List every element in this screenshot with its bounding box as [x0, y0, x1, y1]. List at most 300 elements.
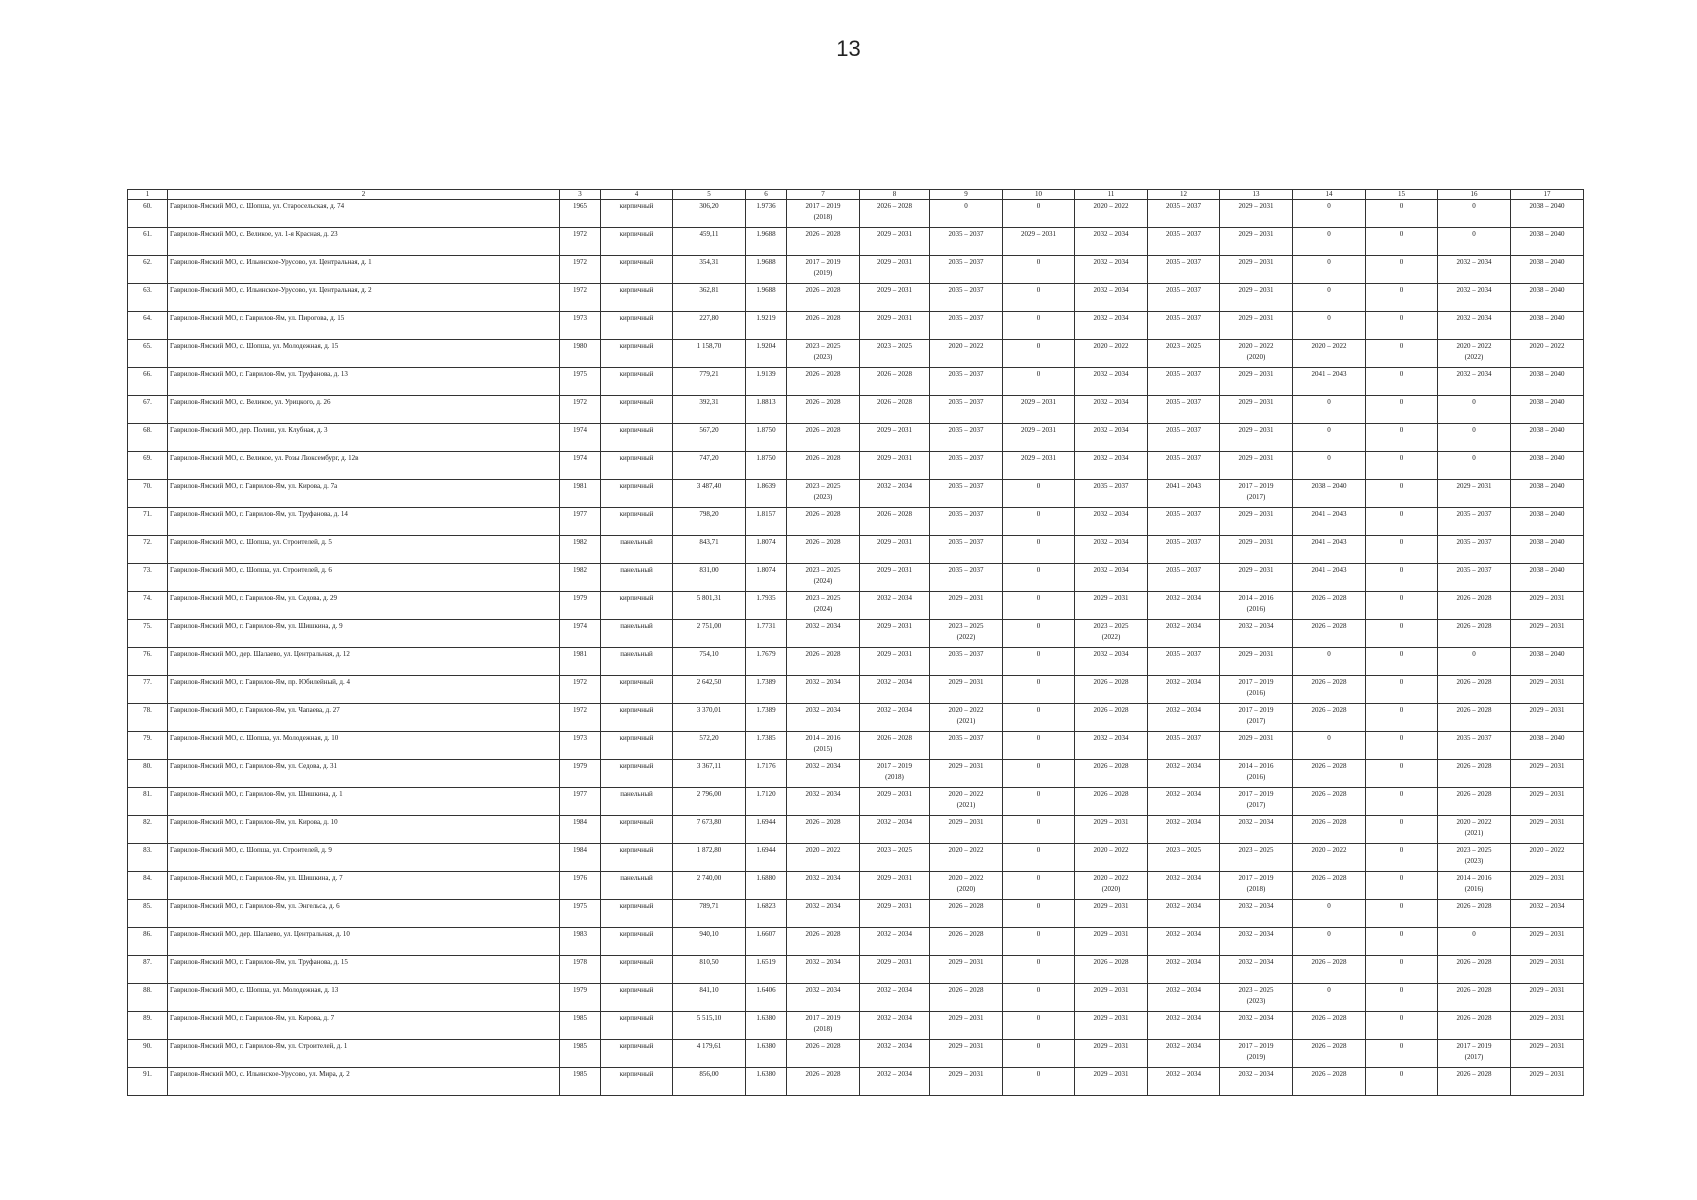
table-cell-col-4: кирпичный — [601, 1068, 673, 1096]
table-row — [128, 620, 1584, 648]
table-cell-col-13: 2029 – 2031 — [1220, 228, 1293, 256]
table-cell-col-9: 2029 – 2031 — [930, 760, 1003, 788]
table-cell-col-9: 2029 – 2031 — [930, 1012, 1003, 1040]
table-cell-col-15: 0 — [1366, 788, 1438, 816]
table-cell-col-12: 2032 – 2034 — [1148, 788, 1220, 816]
table-cell-col-10: 0 — [1003, 872, 1075, 900]
table-cell-col-15: 0 — [1366, 704, 1438, 732]
table-cell-col-6: 1.6823 — [746, 900, 787, 928]
table-cell-col-11: 2032 – 2034 — [1075, 648, 1148, 676]
table-cell-col-16: 0 — [1438, 228, 1511, 256]
table-cell-col-9: 2020 – 2022 — [930, 340, 1003, 368]
table-cell-col-1: 89. — [128, 1012, 168, 1040]
table-cell-col-12: 2035 – 2037 — [1148, 256, 1220, 284]
table-cell-col-2: Гаврилов-Ямский МО, с. Шопша, ул. Строителей, д. 5 — [168, 536, 560, 564]
table-cell-col-14: 0 — [1293, 312, 1366, 340]
table-cell-col-5: 362,81 — [673, 284, 746, 312]
table-cell-col-10: 0 — [1003, 284, 1075, 312]
table-cell-col-16: 2032 – 2034 — [1438, 284, 1511, 312]
table-cell-col-3: 1976 — [560, 872, 601, 900]
table-cell-col-1: 66. — [128, 368, 168, 396]
table-cell-col-6: 1.6380 — [746, 1040, 787, 1068]
column-number-7: 7 — [787, 190, 860, 200]
table-cell-col-1: 90. — [128, 1040, 168, 1068]
table-cell-col-12: 2032 – 2034 — [1148, 1040, 1220, 1068]
table-cell-col-9: 2035 – 2037 — [930, 508, 1003, 536]
table-cell-col-7: 2023 – 2025 (2023) — [787, 480, 860, 508]
table-cell-col-16: 2020 – 2022 (2022) — [1438, 340, 1511, 368]
table-cell-col-14: 2041 – 2043 — [1293, 564, 1366, 592]
table-cell-col-7: 2026 – 2028 — [787, 648, 860, 676]
table-cell-col-13: 2032 – 2034 — [1220, 816, 1293, 844]
table-cell-col-3: 1985 — [560, 1012, 601, 1040]
table-cell-col-16: 2035 – 2037 — [1438, 564, 1511, 592]
table-cell-col-11: 2026 – 2028 — [1075, 760, 1148, 788]
table-cell-col-4: кирпичный — [601, 368, 673, 396]
table-cell-col-2: Гаврилов-Ямский МО, г. Гаврилов-Ям, ул. Седова, д. 31 — [168, 760, 560, 788]
column-number-3: 3 — [560, 190, 601, 200]
table-cell-col-6: 1.9688 — [746, 284, 787, 312]
table-row — [128, 760, 1584, 788]
table-cell-col-1: 81. — [128, 788, 168, 816]
table-cell-col-15: 0 — [1366, 452, 1438, 480]
table-cell-col-17: 2038 – 2040 — [1511, 200, 1584, 228]
table-cell-col-2: Гаврилов-Ямский МО, с. Великое, ул. Розы Люксембург, д. 12в — [168, 452, 560, 480]
table-cell-col-10: 0 — [1003, 788, 1075, 816]
table-cell-col-9: 2035 – 2037 — [930, 424, 1003, 452]
table-cell-col-12: 2032 – 2034 — [1148, 816, 1220, 844]
table-cell-col-15: 0 — [1366, 844, 1438, 872]
table-cell-col-16: 2023 – 2025 (2023) — [1438, 844, 1511, 872]
table-row — [128, 648, 1584, 676]
table-cell-col-3: 1972 — [560, 228, 601, 256]
table-cell-col-9: 2035 – 2037 — [930, 312, 1003, 340]
table-cell-col-12: 2032 – 2034 — [1148, 956, 1220, 984]
table-cell-col-13: 2014 – 2016 (2016) — [1220, 592, 1293, 620]
table-cell-col-14: 0 — [1293, 256, 1366, 284]
table-cell-col-6: 1.9219 — [746, 312, 787, 340]
table-cell-col-8: 2026 – 2028 — [860, 396, 930, 424]
table-cell-col-5: 940,10 — [673, 928, 746, 956]
table-cell-col-1: 91. — [128, 1068, 168, 1096]
table-cell-col-11: 2032 – 2034 — [1075, 368, 1148, 396]
table-cell-col-3: 1972 — [560, 256, 601, 284]
table-cell-col-11: 2035 – 2037 — [1075, 480, 1148, 508]
table-cell-col-6: 1.8074 — [746, 536, 787, 564]
table-cell-col-4: кирпичный — [601, 844, 673, 872]
table-cell-col-5: 843,71 — [673, 536, 746, 564]
table-cell-col-12: 2035 – 2037 — [1148, 312, 1220, 340]
table-cell-col-6: 1.7385 — [746, 732, 787, 760]
table-cell-col-12: 2032 – 2034 — [1148, 1068, 1220, 1096]
table-cell-col-1: 67. — [128, 396, 168, 424]
table-cell-col-9: 2029 – 2031 — [930, 592, 1003, 620]
table-cell-col-11: 2032 – 2034 — [1075, 508, 1148, 536]
table-cell-col-2: Гаврилов-Ямский МО, г. Гаврилов-Ям, ул. Энгельса, д. 6 — [168, 900, 560, 928]
table-cell-col-6: 1.7679 — [746, 648, 787, 676]
table-cell-col-15: 0 — [1366, 984, 1438, 1012]
table-cell-col-14: 0 — [1293, 396, 1366, 424]
table-cell-col-15: 0 — [1366, 480, 1438, 508]
table-cell-col-6: 1.7731 — [746, 620, 787, 648]
table-cell-col-8: 2032 – 2034 — [860, 480, 930, 508]
table-cell-col-7: 2026 – 2028 — [787, 452, 860, 480]
table-cell-col-5: 3 370,01 — [673, 704, 746, 732]
table-cell-col-8: 2026 – 2028 — [860, 200, 930, 228]
table-cell-col-8: 2029 – 2031 — [860, 228, 930, 256]
table-cell-col-9: 2026 – 2028 — [930, 984, 1003, 1012]
table-cell-col-6: 1.6880 — [746, 872, 787, 900]
table-cell-col-10: 0 — [1003, 844, 1075, 872]
table-cell-col-2: Гаврилов-Ямский МО, г. Гаврилов-Ям, ул. Кирова, д. 7 — [168, 1012, 560, 1040]
table-cell-col-7: 2032 – 2034 — [787, 760, 860, 788]
table-cell-col-3: 1972 — [560, 704, 601, 732]
table-cell-col-12: 2032 – 2034 — [1148, 620, 1220, 648]
table-cell-col-17: 2029 – 2031 — [1511, 676, 1584, 704]
table-row — [128, 872, 1584, 900]
table-cell-col-8: 2032 – 2034 — [860, 592, 930, 620]
table-cell-col-15: 0 — [1366, 1040, 1438, 1068]
table-cell-col-6: 1.6380 — [746, 1012, 787, 1040]
table-cell-col-4: кирпичный — [601, 900, 673, 928]
table-cell-col-14: 2026 – 2028 — [1293, 1012, 1366, 1040]
table-cell-col-13: 2017 – 2019 (2019) — [1220, 1040, 1293, 1068]
table-cell-col-7: 2026 – 2028 — [787, 536, 860, 564]
column-number-5: 5 — [673, 190, 746, 200]
table-cell-col-2: Гаврилов-Ямский МО, дер. Полиш, ул. Клубная, д. 3 — [168, 424, 560, 452]
table-cell-col-12: 2035 – 2037 — [1148, 368, 1220, 396]
table-cell-col-17: 2038 – 2040 — [1511, 424, 1584, 452]
table-cell-col-9: 2035 – 2037 — [930, 732, 1003, 760]
table-cell-col-13: 2023 – 2025 — [1220, 844, 1293, 872]
table-cell-col-8: 2029 – 2031 — [860, 452, 930, 480]
table-cell-col-1: 75. — [128, 620, 168, 648]
table-cell-col-17: 2038 – 2040 — [1511, 732, 1584, 760]
table-cell-col-2: Гаврилов-Ямский МО, г. Гаврилов-Ям, ул. Строителей, д. 1 — [168, 1040, 560, 1068]
table-cell-col-1: 73. — [128, 564, 168, 592]
table-cell-col-2: Гаврилов-Ямский МО, г. Гаврилов-Ям, ул. Кирова, д. 10 — [168, 816, 560, 844]
table-cell-col-15: 0 — [1366, 368, 1438, 396]
table-cell-col-6: 1.7120 — [746, 788, 787, 816]
table-cell-col-10: 2029 – 2031 — [1003, 228, 1075, 256]
table-cell-col-14: 2026 – 2028 — [1293, 816, 1366, 844]
table-cell-col-8: 2029 – 2031 — [860, 620, 930, 648]
table-cell-col-8: 2023 – 2025 — [860, 340, 930, 368]
table-cell-col-5: 779,21 — [673, 368, 746, 396]
page-number: 13 — [836, 36, 861, 61]
table-cell-col-12: 2035 – 2037 — [1148, 424, 1220, 452]
column-number-12: 12 — [1148, 190, 1220, 200]
table-cell-col-5: 567,20 — [673, 424, 746, 452]
table-cell-col-9: 2035 – 2037 — [930, 648, 1003, 676]
table-cell-col-8: 2029 – 2031 — [860, 788, 930, 816]
table-cell-col-9: 2029 – 2031 — [930, 676, 1003, 704]
table-cell-col-2: Гаврилов-Ямский МО, с. Великое, ул. Урицкого, д. 26 — [168, 396, 560, 424]
table-cell-col-2: Гаврилов-Ямский МО, с. Ильинское-Урусово, ул. Мира, д. 2 — [168, 1068, 560, 1096]
table-cell-col-14: 2020 – 2022 — [1293, 340, 1366, 368]
table-cell-col-16: 0 — [1438, 452, 1511, 480]
table-cell-col-10: 0 — [1003, 648, 1075, 676]
table-cell-col-9: 2035 – 2037 — [930, 536, 1003, 564]
table-cell-col-4: кирпичный — [601, 480, 673, 508]
table-cell-col-14: 2041 – 2043 — [1293, 368, 1366, 396]
table-cell-col-16: 2026 – 2028 — [1438, 704, 1511, 732]
housing-repair-schedule-table — [127, 189, 1584, 1096]
table-cell-col-11: 2023 – 2025 (2022) — [1075, 620, 1148, 648]
table-cell-col-11: 2029 – 2031 — [1075, 816, 1148, 844]
table-cell-col-15: 0 — [1366, 228, 1438, 256]
table-cell-col-11: 2026 – 2028 — [1075, 676, 1148, 704]
table-cell-col-11: 2020 – 2022 — [1075, 340, 1148, 368]
table-cell-col-17: 2029 – 2031 — [1511, 704, 1584, 732]
table-cell-col-7: 2026 – 2028 — [787, 508, 860, 536]
table-cell-col-17: 2038 – 2040 — [1511, 508, 1584, 536]
table-cell-col-12: 2035 – 2037 — [1148, 564, 1220, 592]
column-number-1: 1 — [128, 190, 168, 200]
table-cell-col-2: Гаврилов-Ямский МО, с. Шопша, ул. Молодежная, д. 15 — [168, 340, 560, 368]
column-number-9: 9 — [930, 190, 1003, 200]
table-cell-col-11: 2029 – 2031 — [1075, 1012, 1148, 1040]
table-cell-col-12: 2035 – 2037 — [1148, 536, 1220, 564]
table-cell-col-1: 79. — [128, 732, 168, 760]
table-cell-col-1: 70. — [128, 480, 168, 508]
table-cell-col-10: 0 — [1003, 620, 1075, 648]
table-cell-col-2: Гаврилов-Ямский МО, г. Гаврилов-Ям, ул. Шишкина, д. 9 — [168, 620, 560, 648]
table-cell-col-12: 2032 – 2034 — [1148, 984, 1220, 1012]
table-cell-col-17: 2038 – 2040 — [1511, 452, 1584, 480]
table-cell-col-12: 2023 – 2025 — [1148, 844, 1220, 872]
table-cell-col-13: 2029 – 2031 — [1220, 564, 1293, 592]
table-cell-col-13: 2017 – 2019 (2017) — [1220, 480, 1293, 508]
table-cell-col-15: 0 — [1366, 648, 1438, 676]
table-cell-col-17: 2029 – 2031 — [1511, 928, 1584, 956]
column-number-17: 17 — [1511, 190, 1584, 200]
table-cell-col-13: 2029 – 2031 — [1220, 284, 1293, 312]
table-cell-col-13: 2029 – 2031 — [1220, 368, 1293, 396]
table-cell-col-17: 2029 – 2031 — [1511, 788, 1584, 816]
table-cell-col-8: 2032 – 2034 — [860, 816, 930, 844]
table-cell-col-13: 2029 – 2031 — [1220, 648, 1293, 676]
table-cell-col-14: 2026 – 2028 — [1293, 872, 1366, 900]
table-cell-col-3: 1983 — [560, 928, 601, 956]
table-cell-col-17: 2038 – 2040 — [1511, 284, 1584, 312]
table-cell-col-2: Гаврилов-Ямский МО, с. Шопша, ул. Старосельская, д. 74 — [168, 200, 560, 228]
table-row — [128, 312, 1584, 340]
table-cell-col-9: 2029 – 2031 — [930, 956, 1003, 984]
table-cell-col-3: 1977 — [560, 788, 601, 816]
table-cell-col-11: 2032 – 2034 — [1075, 228, 1148, 256]
table-row — [128, 452, 1584, 480]
table-cell-col-4: панельный — [601, 620, 673, 648]
table-cell-col-3: 1981 — [560, 648, 601, 676]
table-cell-col-14: 0 — [1293, 732, 1366, 760]
table-cell-col-11: 2032 – 2034 — [1075, 396, 1148, 424]
table-cell-col-2: Гаврилов-Ямский МО, г. Гаврилов-Ям, ул. Труфанова, д. 13 — [168, 368, 560, 396]
table-cell-col-12: 2035 – 2037 — [1148, 228, 1220, 256]
table-cell-col-12: 2035 – 2037 — [1148, 200, 1220, 228]
table-cell-col-7: 2032 – 2034 — [787, 956, 860, 984]
table-row — [128, 284, 1584, 312]
table-cell-col-11: 2029 – 2031 — [1075, 1068, 1148, 1096]
table-cell-col-14: 2026 – 2028 — [1293, 620, 1366, 648]
table-cell-col-13: 2020 – 2022 (2020) — [1220, 340, 1293, 368]
table-cell-col-17: 2029 – 2031 — [1511, 620, 1584, 648]
table-cell-col-3: 1985 — [560, 1040, 601, 1068]
table-cell-col-4: кирпичный — [601, 256, 673, 284]
table-cell-col-9: 2035 – 2037 — [930, 228, 1003, 256]
table-cell-col-15: 0 — [1366, 508, 1438, 536]
table-cell-col-10: 2029 – 2031 — [1003, 396, 1075, 424]
table-cell-col-16: 2026 – 2028 — [1438, 900, 1511, 928]
table-cell-col-6: 1.9204 — [746, 340, 787, 368]
table-body — [128, 200, 1584, 1096]
table-cell-col-8: 2026 – 2028 — [860, 732, 930, 760]
table-cell-col-15: 0 — [1366, 564, 1438, 592]
table-cell-col-8: 2032 – 2034 — [860, 676, 930, 704]
table-cell-col-6: 1.8750 — [746, 424, 787, 452]
table-cell-col-14: 2026 – 2028 — [1293, 1040, 1366, 1068]
table-cell-col-2: Гаврилов-Ямский МО, с. Шопша, ул. Строителей, д. 9 — [168, 844, 560, 872]
table-cell-col-12: 2035 – 2037 — [1148, 284, 1220, 312]
table-cell-col-7: 2032 – 2034 — [787, 676, 860, 704]
table-cell-col-8: 2017 – 2019 (2018) — [860, 760, 930, 788]
table-cell-col-1: 68. — [128, 424, 168, 452]
table-cell-col-1: 84. — [128, 872, 168, 900]
table-cell-col-13: 2032 – 2034 — [1220, 1012, 1293, 1040]
table-cell-col-4: кирпичный — [601, 452, 673, 480]
table-cell-col-10: 0 — [1003, 704, 1075, 732]
table-cell-col-1: 71. — [128, 508, 168, 536]
table-cell-col-16: 2026 – 2028 — [1438, 788, 1511, 816]
table-cell-col-9: 2029 – 2031 — [930, 816, 1003, 844]
table-cell-col-8: 2026 – 2028 — [860, 368, 930, 396]
table-cell-col-4: кирпичный — [601, 1012, 673, 1040]
table-cell-col-10: 0 — [1003, 340, 1075, 368]
table-cell-col-17: 2029 – 2031 — [1511, 1040, 1584, 1068]
table-cell-col-2: Гаврилов-Ямский МО, г. Гаврилов-Ям, ул. Труфанова, д. 14 — [168, 508, 560, 536]
table-cell-col-15: 0 — [1366, 620, 1438, 648]
table-cell-col-9: 2026 – 2028 — [930, 928, 1003, 956]
table-cell-col-3: 1985 — [560, 1068, 601, 1096]
table-cell-col-1: 82. — [128, 816, 168, 844]
table-cell-col-5: 306,20 — [673, 200, 746, 228]
table-cell-col-14: 0 — [1293, 928, 1366, 956]
table-cell-col-14: 2026 – 2028 — [1293, 676, 1366, 704]
table-cell-col-10: 0 — [1003, 536, 1075, 564]
table-cell-col-15: 0 — [1366, 816, 1438, 844]
table-cell-col-7: 2026 – 2028 — [787, 284, 860, 312]
table-cell-col-6: 1.8750 — [746, 452, 787, 480]
table-cell-col-9: 2035 – 2037 — [930, 284, 1003, 312]
table-cell-col-3: 1975 — [560, 368, 601, 396]
table-cell-col-17: 2038 – 2040 — [1511, 228, 1584, 256]
table-cell-col-16: 2029 – 2031 — [1438, 480, 1511, 508]
table-cell-col-6: 1.7935 — [746, 592, 787, 620]
table-cell-col-10: 0 — [1003, 592, 1075, 620]
table-cell-col-12: 2035 – 2037 — [1148, 452, 1220, 480]
table-cell-col-16: 0 — [1438, 928, 1511, 956]
table-cell-col-16: 2035 – 2037 — [1438, 732, 1511, 760]
table-cell-col-11: 2026 – 2028 — [1075, 956, 1148, 984]
table-row — [128, 1040, 1584, 1068]
table-cell-col-4: кирпичный — [601, 592, 673, 620]
table-row — [128, 1012, 1584, 1040]
table-cell-col-16: 2026 – 2028 — [1438, 620, 1511, 648]
table-row — [128, 508, 1584, 536]
table-cell-col-3: 1979 — [560, 592, 601, 620]
table-cell-col-5: 354,31 — [673, 256, 746, 284]
table-cell-col-7: 2032 – 2034 — [787, 984, 860, 1012]
table-cell-col-14: 0 — [1293, 452, 1366, 480]
table-cell-col-16: 2026 – 2028 — [1438, 984, 1511, 1012]
table-cell-col-3: 1978 — [560, 956, 601, 984]
table-cell-col-3: 1965 — [560, 200, 601, 228]
table-cell-col-7: 2026 – 2028 — [787, 312, 860, 340]
table-cell-col-12: 2035 – 2037 — [1148, 648, 1220, 676]
table-cell-col-9: 2029 – 2031 — [930, 1068, 1003, 1096]
table-cell-col-1: 64. — [128, 312, 168, 340]
table-cell-col-3: 1975 — [560, 900, 601, 928]
table-header — [128, 190, 1584, 200]
table-cell-col-17: 2029 – 2031 — [1511, 592, 1584, 620]
table-cell-col-4: кирпичный — [601, 396, 673, 424]
table-cell-col-13: 2014 – 2016 (2016) — [1220, 760, 1293, 788]
table-row — [128, 816, 1584, 844]
table-cell-col-5: 7 673,80 — [673, 816, 746, 844]
table-cell-col-5: 227,80 — [673, 312, 746, 340]
table-cell-col-17: 2029 – 2031 — [1511, 816, 1584, 844]
table-cell-col-17: 2038 – 2040 — [1511, 396, 1584, 424]
table-cell-col-11: 2020 – 2022 (2020) — [1075, 872, 1148, 900]
table-cell-col-17: 2020 – 2022 — [1511, 340, 1584, 368]
table-cell-col-11: 2032 – 2034 — [1075, 536, 1148, 564]
table-cell-col-17: 2020 – 2022 — [1511, 844, 1584, 872]
table-cell-col-7: 2023 – 2025 (2024) — [787, 592, 860, 620]
table-cell-col-4: кирпичный — [601, 704, 673, 732]
table-cell-col-13: 2029 – 2031 — [1220, 256, 1293, 284]
table-cell-col-6: 1.6380 — [746, 1068, 787, 1096]
table-cell-col-17: 2029 – 2031 — [1511, 984, 1584, 1012]
table-cell-col-5: 856,00 — [673, 1068, 746, 1096]
table-cell-col-1: 62. — [128, 256, 168, 284]
table-cell-col-1: 80. — [128, 760, 168, 788]
table-cell-col-8: 2032 – 2034 — [860, 984, 930, 1012]
table-cell-col-7: 2017 – 2019 (2019) — [787, 256, 860, 284]
table-cell-col-6: 1.6607 — [746, 928, 787, 956]
table-cell-col-8: 2032 – 2034 — [860, 1040, 930, 1068]
table-cell-col-3: 1982 — [560, 564, 601, 592]
table-cell-col-10: 2029 – 2031 — [1003, 424, 1075, 452]
table-row — [128, 256, 1584, 284]
table-cell-col-11: 2029 – 2031 — [1075, 984, 1148, 1012]
table-cell-col-15: 0 — [1366, 396, 1438, 424]
table-cell-col-16: 0 — [1438, 648, 1511, 676]
table-cell-col-11: 2029 – 2031 — [1075, 592, 1148, 620]
column-number-6: 6 — [746, 190, 787, 200]
table-cell-col-7: 2026 – 2028 — [787, 396, 860, 424]
table-cell-col-9: 2035 – 2037 — [930, 256, 1003, 284]
table-cell-col-5: 1 158,70 — [673, 340, 746, 368]
table-cell-col-11: 2032 – 2034 — [1075, 452, 1148, 480]
table-cell-col-2: Гаврилов-Ямский МО, с. Великое, ул. 1-я Красная, д. 23 — [168, 228, 560, 256]
table-row — [128, 956, 1584, 984]
table-cell-col-11: 2032 – 2034 — [1075, 284, 1148, 312]
table-cell-col-8: 2029 – 2031 — [860, 312, 930, 340]
table-cell-col-7: 2014 – 2016 (2015) — [787, 732, 860, 760]
table-cell-col-15: 0 — [1366, 284, 1438, 312]
table-cell-col-6: 1.6944 — [746, 816, 787, 844]
table-cell-col-12: 2035 – 2037 — [1148, 732, 1220, 760]
